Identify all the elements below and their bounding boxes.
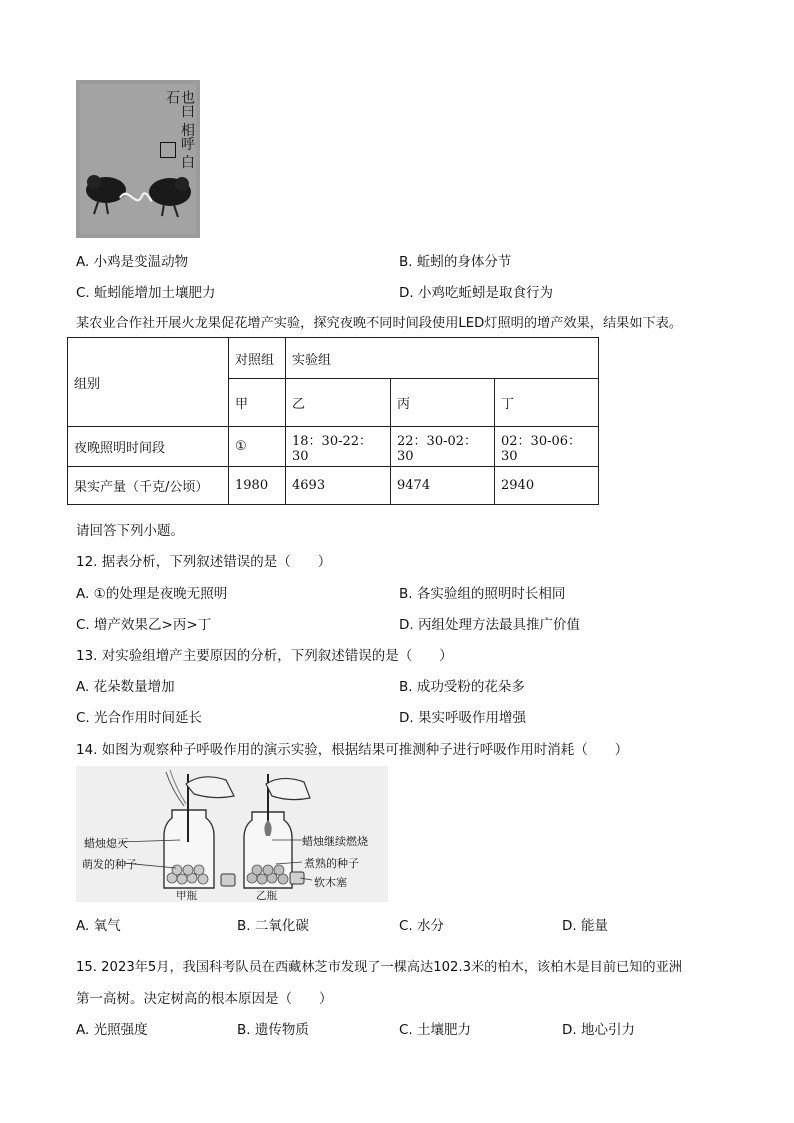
label-candle-out: 蜡烛熄灭 bbox=[84, 837, 128, 850]
q13-option-a[interactable]: A. 花朵数量增加 bbox=[76, 679, 175, 695]
q11-option-b[interactable]: B. 蚯蚓的身体分节 bbox=[399, 254, 512, 270]
group-header: 组别 bbox=[68, 338, 229, 427]
q14-option-d[interactable]: D. 能量 bbox=[562, 918, 608, 934]
q15-option-c[interactable]: C. 土壤肥力 bbox=[399, 1022, 472, 1038]
q13-stem: 13. 对实验组增产主要原因的分析，下列叙述错误的是（ ） bbox=[76, 648, 453, 664]
label-jar-b: 乙瓶 bbox=[256, 890, 277, 902]
chicks-earthworm-painting bbox=[76, 80, 200, 238]
cell-lighting-yi: 18：30-22：30 bbox=[286, 427, 391, 467]
q14-option-a[interactable]: A. 氧气 bbox=[76, 918, 121, 934]
label-germinating-seeds: 萌发的种子 bbox=[82, 858, 137, 871]
q13-option-d[interactable]: D. 果实呼吸作用增强 bbox=[399, 710, 526, 726]
q12-option-d[interactable]: D. 丙组处理方法最具推广价值 bbox=[399, 617, 580, 633]
q11-option-c[interactable]: C. 蚯蚓能增加土壤肥力 bbox=[76, 285, 216, 301]
col-ding: 丁 bbox=[495, 379, 599, 427]
cell-lighting-bing: 22：30-02：30 bbox=[391, 427, 495, 467]
q12-option-b[interactable]: B. 各实验组的照明时长相同 bbox=[399, 586, 566, 602]
q11-option-d[interactable]: D. 小鸡吃蚯蚓是取食行为 bbox=[399, 285, 553, 301]
q12-option-c[interactable]: C. 增产效果乙>丙>丁 bbox=[76, 617, 212, 633]
experiment-table bbox=[67, 337, 599, 505]
q14-option-c[interactable]: C. 水分 bbox=[399, 918, 445, 934]
label-boiled-seeds: 煮熟的种子 bbox=[304, 857, 359, 870]
cell-lighting-ding: 02：30-06：30 bbox=[495, 427, 599, 467]
cell-yield-yi: 4693 bbox=[286, 467, 391, 505]
q14-option-b[interactable]: B. 二氧化碳 bbox=[237, 918, 309, 934]
cell-yield-bing: 9474 bbox=[391, 467, 495, 505]
q12-stem: 12. 据表分析，下列叙述错误的是（ ） bbox=[76, 554, 332, 570]
q15-option-a[interactable]: A. 光照强度 bbox=[76, 1022, 148, 1038]
label-candle-burning: 蜡烛继续燃烧 bbox=[302, 835, 368, 848]
q13-option-c[interactable]: C. 光合作用时间延长 bbox=[76, 710, 203, 726]
q15-option-d[interactable]: D. 地心引力 bbox=[562, 1022, 635, 1038]
row-lighting-label: 夜晚照明时间段 bbox=[68, 427, 229, 467]
cell-yield-ding: 2940 bbox=[495, 467, 599, 505]
cell-yield-jia: 1980 bbox=[229, 467, 286, 505]
painting-inscription: 也曰 相呼 白石 bbox=[164, 90, 195, 169]
col-bing: 丙 bbox=[391, 379, 495, 427]
experiment-intro: 某农业合作社开展火龙果促花增产实验，探究夜晚不同时间段使用LED灯照明的增产效果，结果如下表。 bbox=[76, 316, 683, 331]
q13-option-b[interactable]: B. 成功受粉的花朵多 bbox=[399, 679, 525, 695]
answer-prompt: 请回答下列小题。 bbox=[76, 523, 184, 539]
experiment-header: 实验组 bbox=[286, 338, 599, 379]
q12-option-a[interactable]: A. ①的处理是夜晚无照明 bbox=[76, 586, 228, 602]
label-cork: 软木塞 bbox=[314, 876, 347, 889]
q15-option-b[interactable]: B. 遗传物质 bbox=[237, 1022, 309, 1038]
col-yi: 乙 bbox=[286, 379, 391, 427]
q11-option-a[interactable]: A. 小鸡是变温动物 bbox=[76, 254, 189, 270]
q14-stem: 14. 如图为观察种子呼吸作用的演示实验，根据结果可推测种子进行呼吸作用时消耗（ ） bbox=[76, 742, 629, 758]
cell-lighting-jia: ① bbox=[229, 427, 286, 467]
control-header: 对照组 bbox=[229, 338, 286, 379]
seed-respiration-figure bbox=[76, 766, 388, 902]
row-yield-label: 果实产量（千克/公顷） bbox=[68, 467, 229, 505]
label-jar-a: 甲瓶 bbox=[176, 890, 197, 902]
col-jia: 甲 bbox=[229, 379, 286, 427]
q15-stem-line2: 第一高树。决定树高的根本原因是（ ） bbox=[76, 991, 333, 1007]
seal-stamp bbox=[160, 142, 176, 158]
q15-stem-line1: 15. 2023年5月，我国科考队员在西藏林芝市发现了一棵高达102.3米的柏木，该柏木是目前已知的亚洲 bbox=[76, 960, 682, 975]
